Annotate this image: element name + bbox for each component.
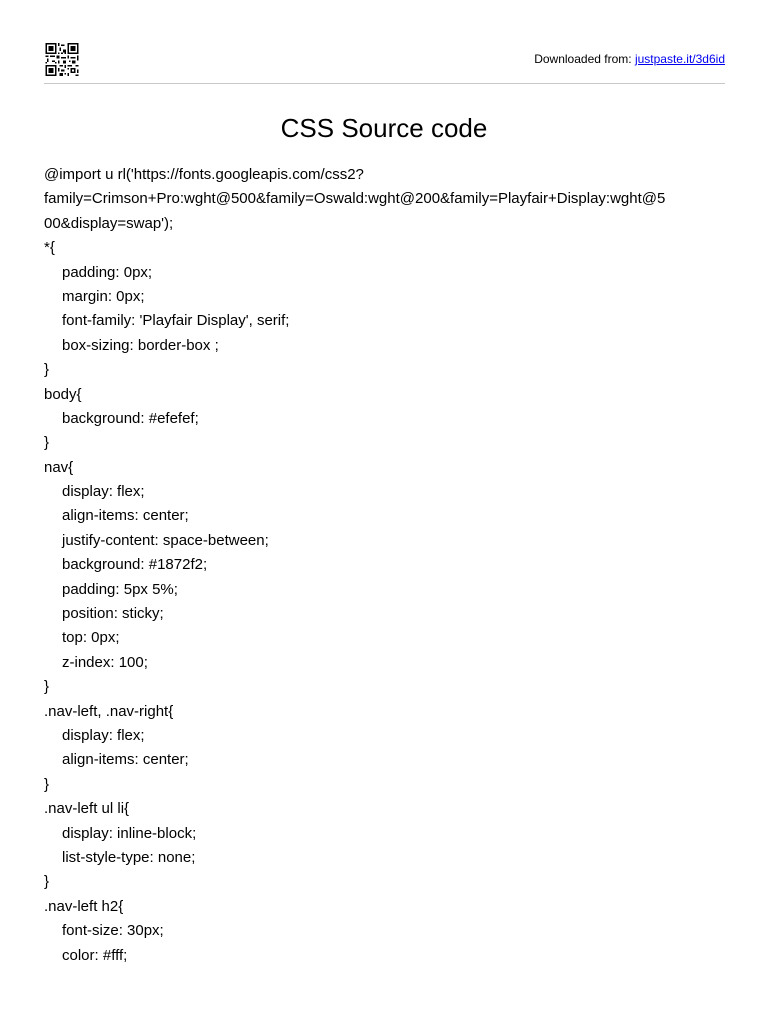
code-line: font-family: 'Playfair Display', serif; xyxy=(62,312,290,330)
code-line: font-size: 30px; xyxy=(62,922,164,940)
code-line: padding: 5px 5%; xyxy=(62,580,178,598)
code-line: position: sticky; xyxy=(62,605,164,623)
code-line: .nav-left ul li{ xyxy=(44,800,130,818)
page-title: CSS Source code xyxy=(280,113,488,143)
code-line: .nav-left, .nav-right{ xyxy=(44,702,174,720)
code-line: box-sizing: border-box ; xyxy=(62,336,219,354)
code-line: *{ xyxy=(44,239,55,257)
code-line: z-index: 100; xyxy=(62,653,148,671)
code-line: list-style-type: none; xyxy=(62,848,196,866)
downloaded-label: Downloaded from: xyxy=(534,52,632,66)
code-line: body{ xyxy=(44,385,82,403)
code-line: nav{ xyxy=(44,458,74,476)
code-line: display: flex; xyxy=(62,483,145,501)
code-line: family=Crimson+Pro:wght@500&family=Oswald:wght@200&family=Playfair+Display:wght@5 xyxy=(44,190,666,208)
code-line: margin: 0px; xyxy=(62,287,145,305)
code-line: background: #1872f2; xyxy=(62,556,208,574)
code-line: align-items: center; xyxy=(62,751,189,769)
page-header xyxy=(44,43,725,84)
code-line: } xyxy=(44,434,50,452)
code-line: background: #efefef; xyxy=(62,409,199,427)
code-line: justify-content: space-between; xyxy=(62,531,269,549)
code-line: display: inline-block; xyxy=(62,824,197,842)
code-line: } xyxy=(44,775,50,793)
code-line: 00&display=swap'); xyxy=(44,214,174,232)
code-line: } xyxy=(44,678,50,696)
code-block xyxy=(44,163,734,968)
source-link[interactable]: justpaste.it/3d6id xyxy=(634,52,725,66)
code-line: } xyxy=(44,873,50,891)
code-line: padding: 0px; xyxy=(62,263,153,281)
qr-code-icon xyxy=(44,43,80,76)
code-line: .nav-left h2{ xyxy=(44,897,124,915)
code-line: top: 0px; xyxy=(62,629,120,647)
code-line: @import u rl('https://fonts.googleapis.com/css2? xyxy=(44,166,364,183)
code-line: align-items: center; xyxy=(62,507,189,525)
code-line: display: flex; xyxy=(62,726,145,744)
code-line: } xyxy=(44,361,50,379)
download-source xyxy=(534,52,725,66)
code-line: color: #fff; xyxy=(62,946,128,964)
